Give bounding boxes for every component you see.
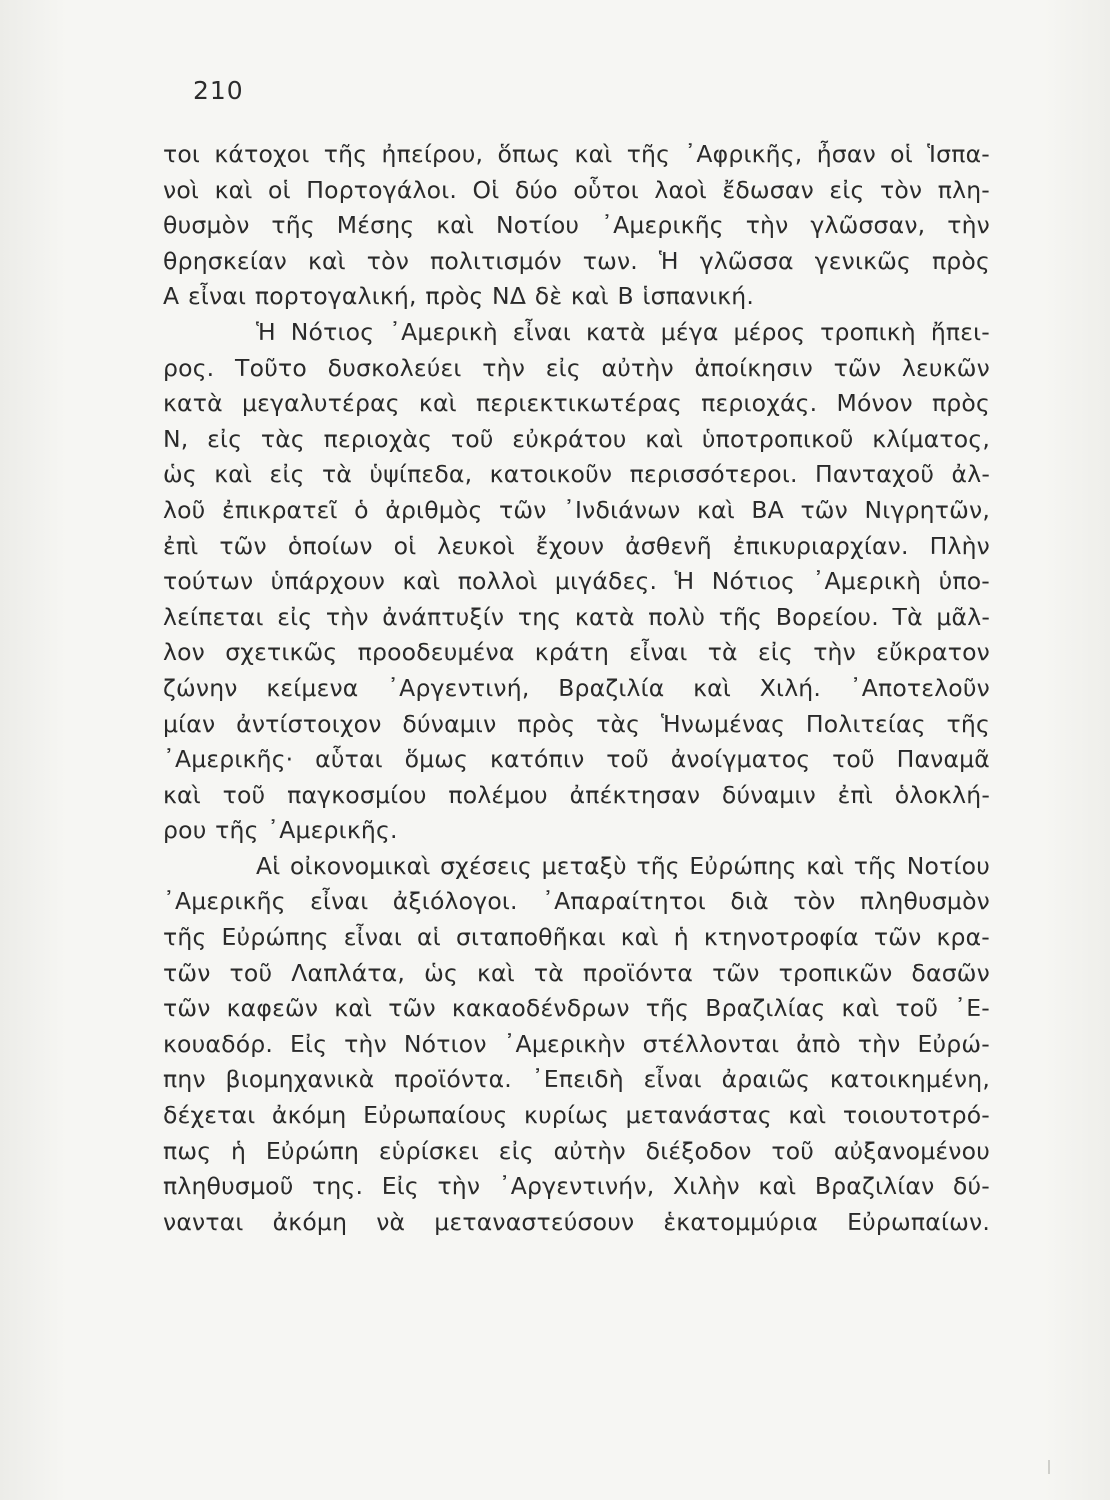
text-line: νοὶ καὶ οἱ Πορτογάλοι. Οἱ δύο οὗτοι λαοὶ ἔδωσαν εἰς τὸν πλη- (163, 175, 990, 204)
text-line: πην βιομηχανικὰ προϊόντα. ᾿Επειδὴ εἶναι ἀραιῶς κατοικημένη, (163, 1065, 990, 1094)
text-line: τοι κάτοχοι τῆς ἠπείρου, ὅπως καὶ τῆς ᾿Αφρικῆς, ἦσαν οἱ Ἱσπα- (163, 140, 990, 168)
text-line: ζώνην κείμενα ᾿Αργεντινή, Βραζιλία καὶ Χιλή. ᾿Αποτελοῦν (163, 673, 990, 702)
paper-edge-mark (1048, 1460, 1050, 1474)
text-line: τούτων ὑπάρχουν καὶ πολλοὶ μιγάδες. Ἡ Νότιος ᾿Αμερικὴ ὑπο- (163, 567, 990, 596)
text-line: θυσμὸν τῆς Μέσης καὶ Νοτίου ᾿Αμερικῆς τὴν γλῶσσαν, τὴν (163, 211, 990, 240)
text-line: δέχεται ἀκόμη Εὐρωπαίους κυρίως μετανάστας καὶ τοιουτοτρό- (163, 1101, 990, 1130)
page-number: 210 (193, 76, 244, 105)
paragraph-start-line: Ἡ Νότιος ᾿Αμερικὴ εἶναι κατὰ μέγα μέρος τροπικὴ ἤπει- (256, 317, 990, 346)
text-line: λείπεται εἰς τὴν ἀνάπτυξίν της κατὰ πολὺ τῆς Βορείου. Τὰ μᾶλ- (163, 602, 990, 631)
text-line: ρος. Τοῦτο δυσκολεύει τὴν εἰς αὐτὴν ἀποίκησιν τῶν λευκῶν (163, 353, 990, 382)
text-line: Ν, εἰς τὰς περιοχὰς τοῦ εὐκράτου καὶ ὑποτροπικοῦ κλίματος, (163, 424, 990, 453)
text-line: τῶν τοῦ Λαπλάτα, ὡς καὶ τὰ προϊόντα τῶν τροπικῶν δασῶν (163, 958, 990, 987)
body-text (163, 137, 990, 1240)
text-line: ᾿Αμερικῆς εἶναι ἀξιόλογοι. ᾿Απαραίτητοι διὰ τὸν πληθυσμὸν (163, 887, 990, 916)
text-line: τῶν καφεῶν καὶ τῶν κακαοδένδρων τῆς Βραζιλίας καὶ τοῦ ᾿Ε- (163, 994, 990, 1023)
text-line: λοῦ ἐπικρατεῖ ὁ ἀριθμὸς τῶν ᾿Ινδιάνων καὶ ΒΑ τῶν Νιγρητῶν, (163, 495, 990, 524)
text-line: καὶ τοῦ παγκοσμίου πολέμου ἀπέκτησαν δύναμιν ἐπὶ ὁλοκλή- (163, 780, 990, 809)
text-line: λον σχετικῶς προοδευμένα κράτη εἶναι τὰ εἰς τὴν εὔκρατον (163, 638, 990, 667)
text-line: Α εἶναι πορτογαλική, πρὸς ΝΔ δὲ καὶ Β ἱσπανική. (163, 282, 755, 311)
text-line: ἐπὶ τῶν ὁποίων οἱ λευκοὶ ἔχουν ἀσθενῆ ἐπικυριαρχίαν. Πλὴν (163, 531, 990, 560)
text-line: πληθυσμοῦ της. Εἰς τὴν ᾿Αργεντινήν, Χιλὴν καὶ Βραζιλίαν δύ- (163, 1172, 990, 1201)
text-line: ὡς καὶ εἰς τὰ ὑψίπεδα, κατοικοῦν περισσότεροι. Πανταχοῦ ἀλ- (163, 460, 990, 489)
text-line: πως ἡ Εὐρώπη εὑρίσκει εἰς αὐτὴν διέξοδον τοῦ αὐξανομένου (163, 1136, 990, 1165)
text-line: ρου τῆς ᾿Αμερικῆς. (163, 816, 398, 845)
text-line: θρησκείαν καὶ τὸν πολιτισμόν των. Ἡ γλῶσσα γενικῶς πρὸς (163, 246, 990, 275)
text-line: κουαδόρ. Εἰς τὴν Νότιον ᾿Αμερικὴν στέλλονται ἀπὸ τὴν Εὐρώ- (163, 1029, 990, 1058)
text-line: μίαν ἀντίστοιχον δύναμιν πρὸς τὰς Ἡνωμένας Πολιτείας τῆς (163, 709, 990, 738)
text-line: τῆς Εὐρώπης εἶναι αἱ σιταποθῆκαι καὶ ἡ κτηνοτροφία τῶν κρα- (163, 923, 990, 952)
paragraph-start-line: Αἱ οἰκονομικαὶ σχέσεις μεταξὺ τῆς Εὐρώπης καὶ τῆς Νοτίου (256, 851, 990, 880)
text-line: κατὰ μεγαλυτέρας καὶ περιεκτικωτέρας περιοχάς. Μόνον πρὸς (163, 389, 990, 418)
text-line: ᾿Αμερικῆς· αὗται ὅμως κατόπιν τοῦ ἀνοίγματος τοῦ Παναμᾶ (163, 745, 990, 774)
text-line: νανται ἀκόμη νὰ μεταναστεύσουν ἑκατομμύρια Εὐρωπαίων. (163, 1207, 990, 1236)
